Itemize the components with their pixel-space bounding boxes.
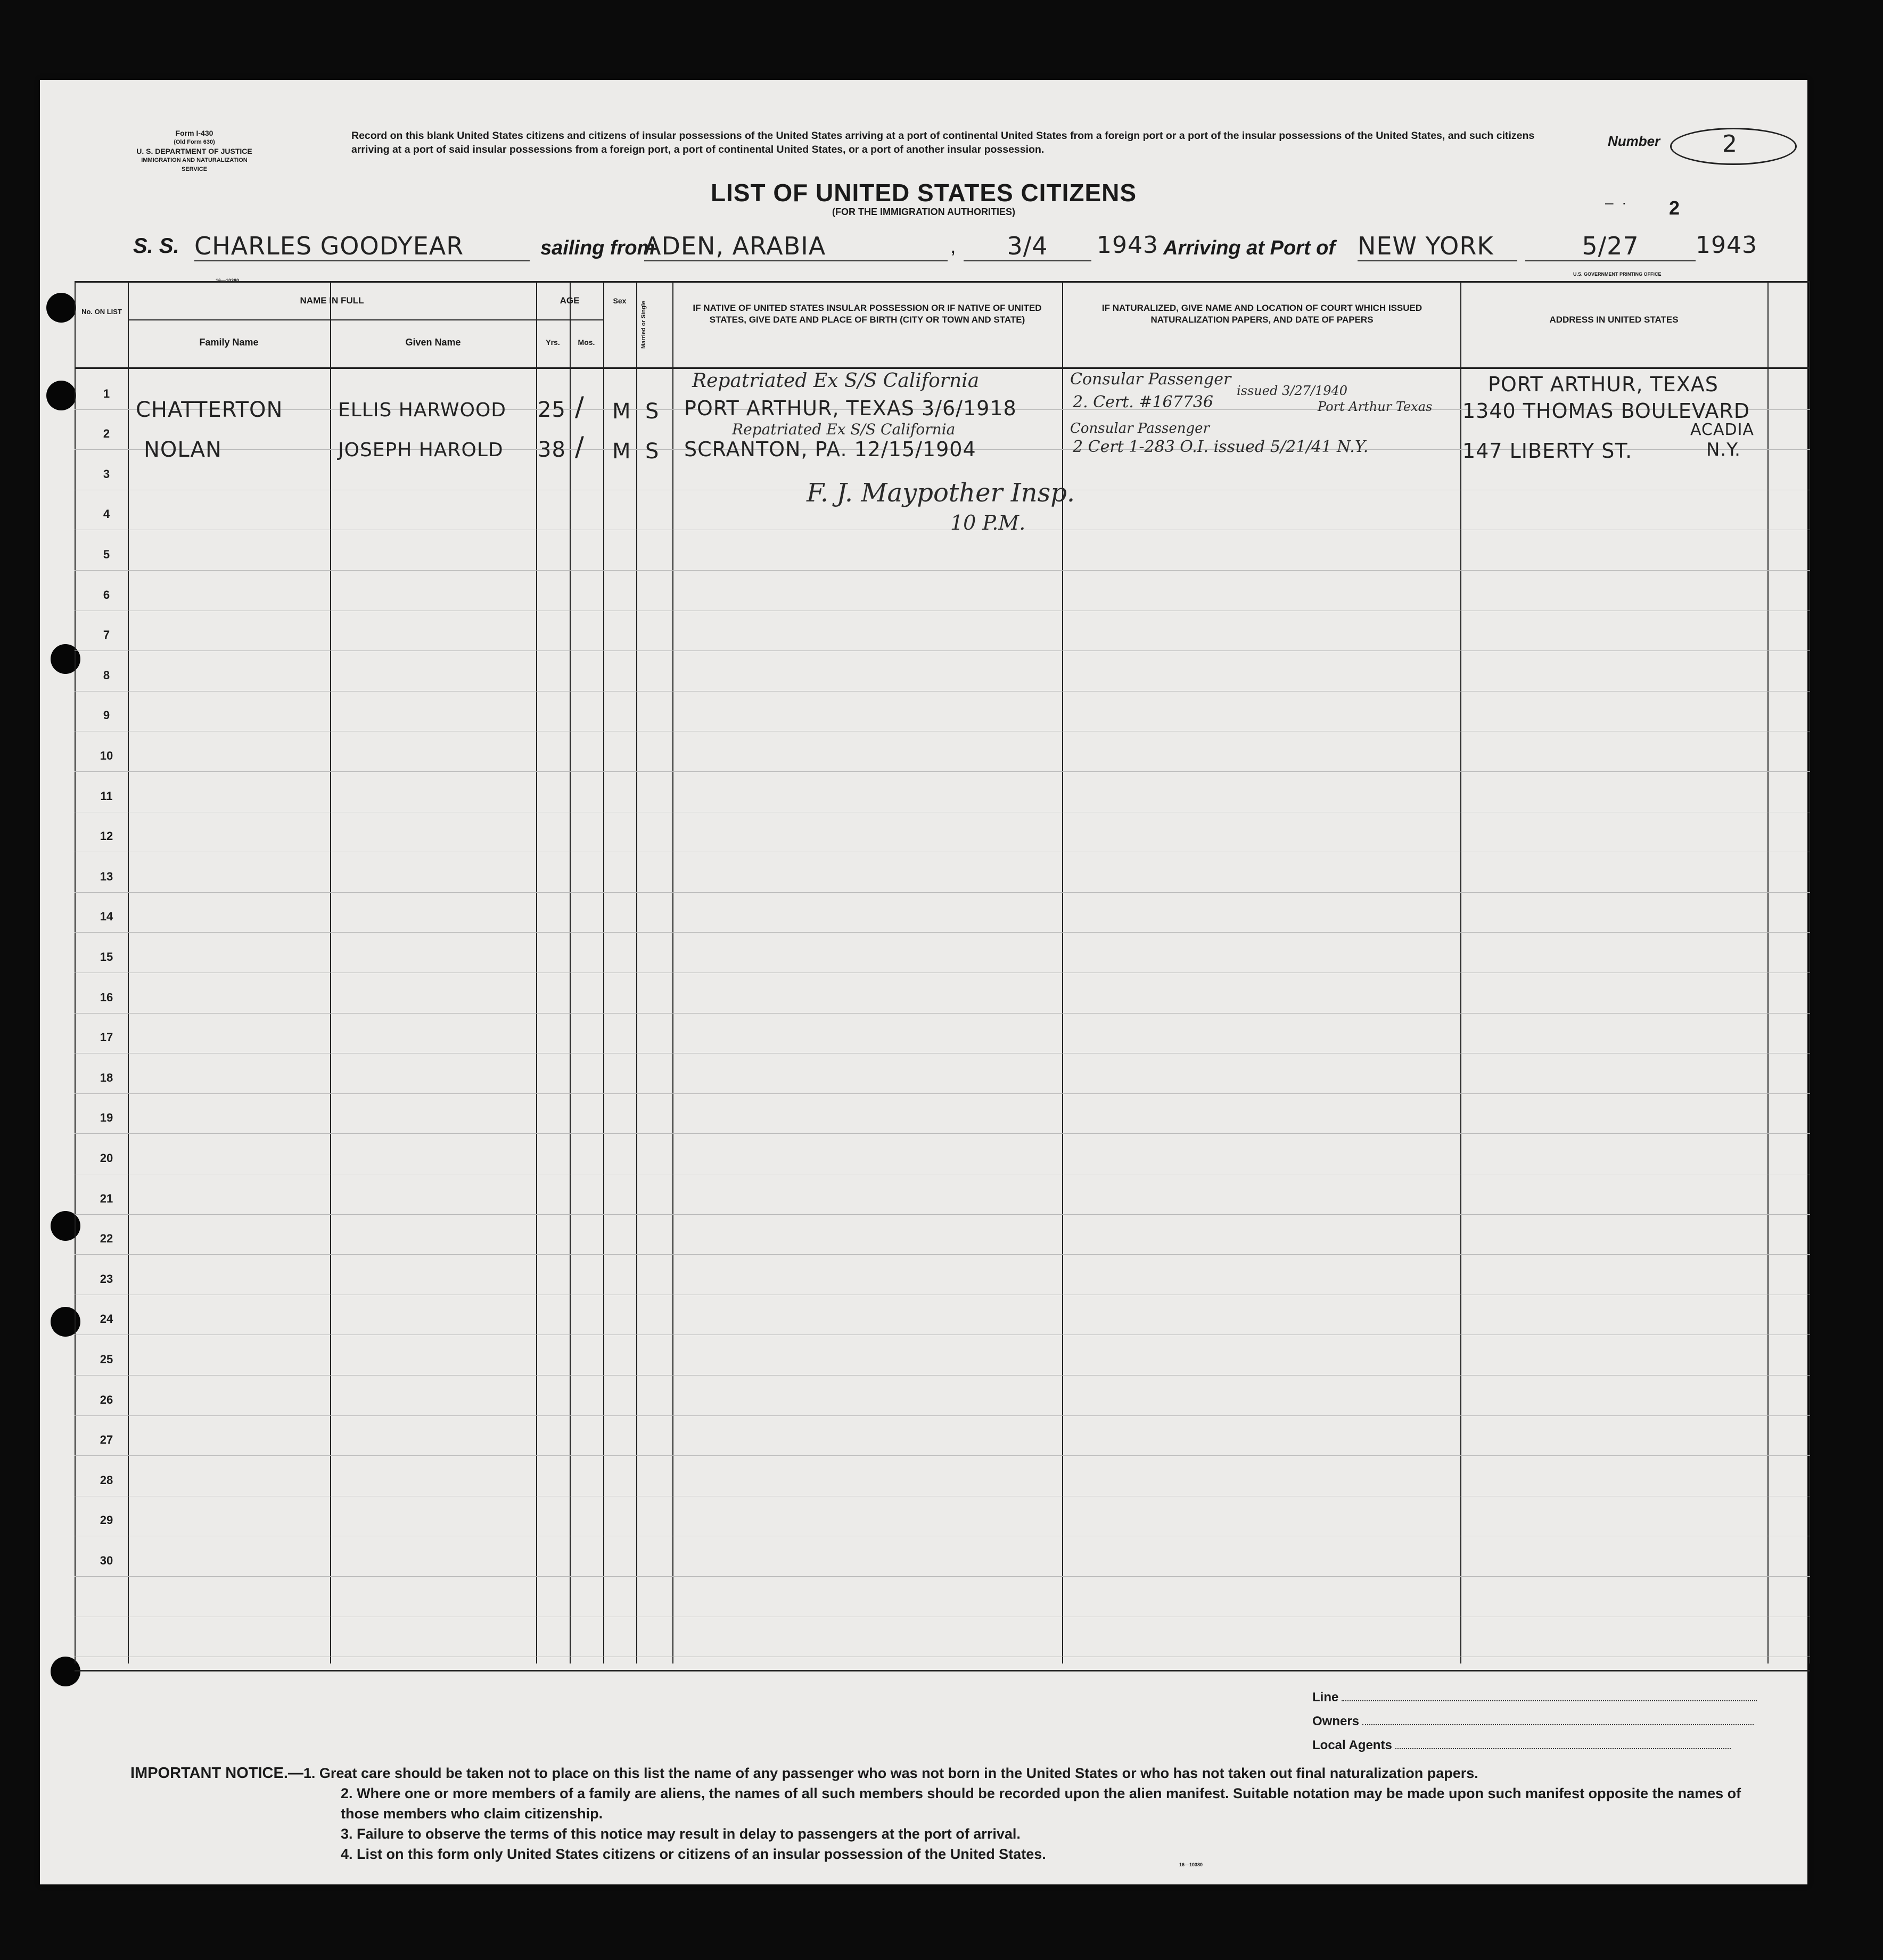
row-number: 3	[103, 467, 110, 481]
row-line	[75, 932, 1810, 933]
row-number: 27	[100, 1433, 113, 1447]
from-port: ADEN, ARABIA	[644, 232, 948, 261]
row-number: 8	[103, 668, 110, 682]
row-number: 24	[100, 1312, 113, 1326]
owners-field	[1312, 1714, 1754, 1729]
dash-mark: – ·	[1605, 194, 1627, 211]
row-number: 11	[100, 789, 113, 803]
row-number: 14	[100, 910, 113, 924]
notice-4: 4. List on this form only United States citizens or citizens of an insular possession of the United States.	[341, 1846, 1046, 1862]
arriving-label: Arriving at Port of	[1163, 237, 1336, 259]
form-number: Form I-430	[175, 129, 213, 137]
p1-mos: /	[575, 391, 585, 422]
old-form-number: (Old Form 630)	[174, 139, 215, 145]
header-rule	[536, 319, 603, 320]
line-label: Line	[1312, 1690, 1339, 1704]
header-sex: Sex	[613, 297, 627, 305]
p1-addr-1: PORT ARTHUR, TEXAS	[1488, 373, 1718, 396]
row-number: 25	[100, 1353, 113, 1366]
row-line	[75, 1133, 1810, 1134]
ship-name: CHARLES GOODYEAR	[194, 232, 530, 261]
row-number: 13	[100, 869, 113, 883]
header-rule	[128, 319, 603, 320]
p2-mos: /	[575, 431, 585, 462]
header-naturalized: IF NATURALIZED, GIVE NAME AND LOCATION OF COURT WHICH ISSUED NATURALIZATION PAPERS, AND DATE OF PAPERS	[1101, 303, 1422, 325]
row-line	[75, 1375, 1810, 1376]
p2-yrs: 38	[538, 438, 566, 462]
record-instructions: Record on this blank United States citizens and citizens of insular possessions of the United States arriving at a port of continental United States from a foreign port or a port of the insular possessions of the United States, and such citizens arriving at a port of said insular possessions from a foreign port, a port of continental United States, or a port of another insular possession.	[351, 130, 1535, 155]
header-mos: Mos.	[578, 338, 595, 347]
row-number: 20	[100, 1151, 113, 1165]
p2-given: JOSEPH HAROLD	[338, 439, 504, 461]
p1-nat-3: issued 3/27/1940	[1237, 383, 1348, 398]
row-number: 5	[103, 548, 110, 561]
row-number: 29	[100, 1513, 113, 1527]
row-number: 9	[103, 709, 110, 722]
p2-nat-2: 2 Cert 1-283 O.I. issued 5/21/41 N.Y.	[1073, 438, 1369, 456]
header-given-name: Given Name	[405, 337, 461, 348]
row-line	[75, 650, 1810, 651]
page-title: LIST OF UNITED STATES CITIZENS	[710, 179, 1137, 207]
row-number: 26	[100, 1393, 113, 1406]
row-number: 7	[103, 628, 110, 642]
department: U. S. DEPARTMENT OF JUSTICE	[136, 147, 252, 155]
p2-addr-2: N.Y.	[1706, 439, 1741, 460]
row-number: 28	[100, 1473, 113, 1487]
row-line	[75, 1455, 1810, 1456]
p2-family: NOLAN	[144, 438, 222, 462]
header-name-in-full: NAME IN FULL	[300, 295, 364, 306]
p2-sex: M	[612, 439, 631, 464]
row-line	[75, 1093, 1810, 1094]
ss-label: S. S.	[133, 234, 179, 258]
p1-marital: S	[645, 399, 660, 424]
to-port: NEW YORK	[1358, 232, 1517, 261]
header-age: AGE	[560, 295, 580, 306]
punch-hole	[46, 381, 76, 410]
p1-birth-note: Repatriated Ex S/S California	[692, 370, 980, 392]
row-line	[75, 1214, 1810, 1215]
p1-nat-4: Port Arthur Texas	[1318, 399, 1433, 414]
form-code-top: 16—10380	[216, 278, 240, 283]
p2-addr-1: 147 LIBERTY ST.	[1462, 439, 1633, 463]
row-number: 30	[100, 1554, 113, 1567]
notice-3: 3. Failure to observe the terms of this notice may result in delay to passengers at the port of arrival.	[341, 1826, 1021, 1842]
header-native: IF NATIVE OF UNITED STATES INSULAR POSSESSION OR IF NATIVE OF UNITED STATES, GIVE DATE AND PLACE OF BIRTH (CITY OR TOWN AND STATE)	[693, 303, 1042, 325]
p1-nat-1: Consular Passenger	[1070, 370, 1231, 389]
row-line	[75, 1254, 1810, 1255]
number-value: 2	[1722, 130, 1738, 158]
line-field	[1312, 1690, 1757, 1705]
printing-office: U.S. GOVERNMENT PRINTING OFFICE	[1573, 271, 1662, 277]
form-code-bottom: 16—10380	[1179, 1862, 1203, 1867]
row-number: 10	[100, 749, 113, 762]
row-line	[75, 570, 1810, 571]
agents-label: Local Agents	[1312, 1738, 1392, 1752]
header-rule-bottom	[75, 367, 1810, 369]
header-family-name: Family Name	[199, 337, 259, 348]
row-line	[75, 1013, 1810, 1014]
p2-birth: SCRANTON, PA. 12/15/1904	[684, 438, 976, 461]
p1-nat-2: 2. Cert. #167736	[1073, 393, 1213, 411]
notice-lead: IMPORTANT NOTICE.—	[130, 1765, 303, 1782]
row-number: 12	[100, 829, 113, 843]
document-sheet	[40, 80, 1807, 1884]
line-rule	[1342, 1700, 1757, 1701]
row-number: 21	[100, 1191, 113, 1205]
page-subtitle: (FOR THE IMMIGRATION AUTHORITIES)	[832, 207, 1015, 217]
row-number: 22	[100, 1232, 113, 1246]
inspector-signature: F. J. Maypother Insp.	[807, 478, 1075, 508]
important-notice	[130, 1763, 1781, 1864]
owners-label: Owners	[1312, 1714, 1360, 1728]
p1-sex: M	[612, 399, 631, 424]
agents-rule	[1395, 1748, 1731, 1749]
row-line	[75, 771, 1810, 772]
to-year: 1943	[1696, 232, 1757, 259]
header-yrs: Yrs.	[546, 338, 560, 347]
p2-marital: S	[645, 439, 660, 464]
row-number: 17	[100, 1031, 113, 1044]
row-number: 15	[100, 950, 113, 963]
notice-1-text: 1. Great care should be taken not to place on this list the name of any passenger who was not born in the United States or who has not taken out final naturalization papers.	[303, 1765, 1478, 1781]
row-number: 19	[100, 1111, 113, 1125]
row-number: 16	[100, 990, 113, 1004]
p2-birth-note: Repatriated Ex S/S California	[732, 421, 956, 438]
to-date: 5/27	[1525, 232, 1696, 261]
header-address: ADDRESS IN UNITED STATES	[1549, 315, 1679, 325]
p1-birth: PORT ARTHUR, TEXAS 3/6/1918	[684, 397, 1017, 420]
from-date: 3/4	[964, 232, 1091, 261]
notice-2: 2. Where one or more members of a family are aliens, the names of all such members should be recorded upon the alien manifest. Suitable notation may be made upon such manifest opposite the names of those members who claim citizenship.	[341, 1785, 1741, 1822]
row-number: 23	[100, 1272, 113, 1286]
p1-addr-2: 1340 THOMAS BOULEVARD	[1462, 399, 1750, 423]
agents-field	[1312, 1738, 1731, 1753]
comma: ,	[950, 235, 956, 258]
p2-nat-1: Consular Passenger	[1070, 421, 1210, 437]
row-line	[75, 1576, 1810, 1577]
from-year: 1943	[1097, 232, 1158, 259]
owners-rule	[1362, 1724, 1754, 1725]
p2-addr-note: ACADIA	[1690, 421, 1754, 439]
row-number: 2	[103, 427, 110, 441]
service: IMMIGRATION AND NATURALIZATION SERVICE	[141, 157, 248, 172]
form-identifier	[130, 129, 258, 174]
number-label: Number	[1608, 133, 1660, 149]
row-number: 4	[103, 507, 110, 521]
row-line	[75, 1415, 1810, 1416]
p1-given: ELLIS HARWOOD	[338, 399, 507, 421]
punch-hole	[46, 293, 76, 323]
p1-yrs: 25	[538, 398, 566, 422]
sailing-label: sailing from	[540, 237, 655, 259]
notice-1	[130, 1763, 1781, 1783]
p1-family: CHATTERTON	[136, 398, 283, 422]
row-number: 1	[103, 386, 110, 400]
row-number: 18	[100, 1070, 113, 1084]
row-line	[75, 892, 1810, 893]
header-no-on-list: No. ON LIST	[81, 308, 122, 316]
signature-time: 10 P.M.	[950, 511, 1026, 534]
header-married-single: Married or Single	[640, 301, 647, 349]
row-number: 6	[103, 588, 110, 602]
printed-number: 2	[1669, 197, 1680, 219]
